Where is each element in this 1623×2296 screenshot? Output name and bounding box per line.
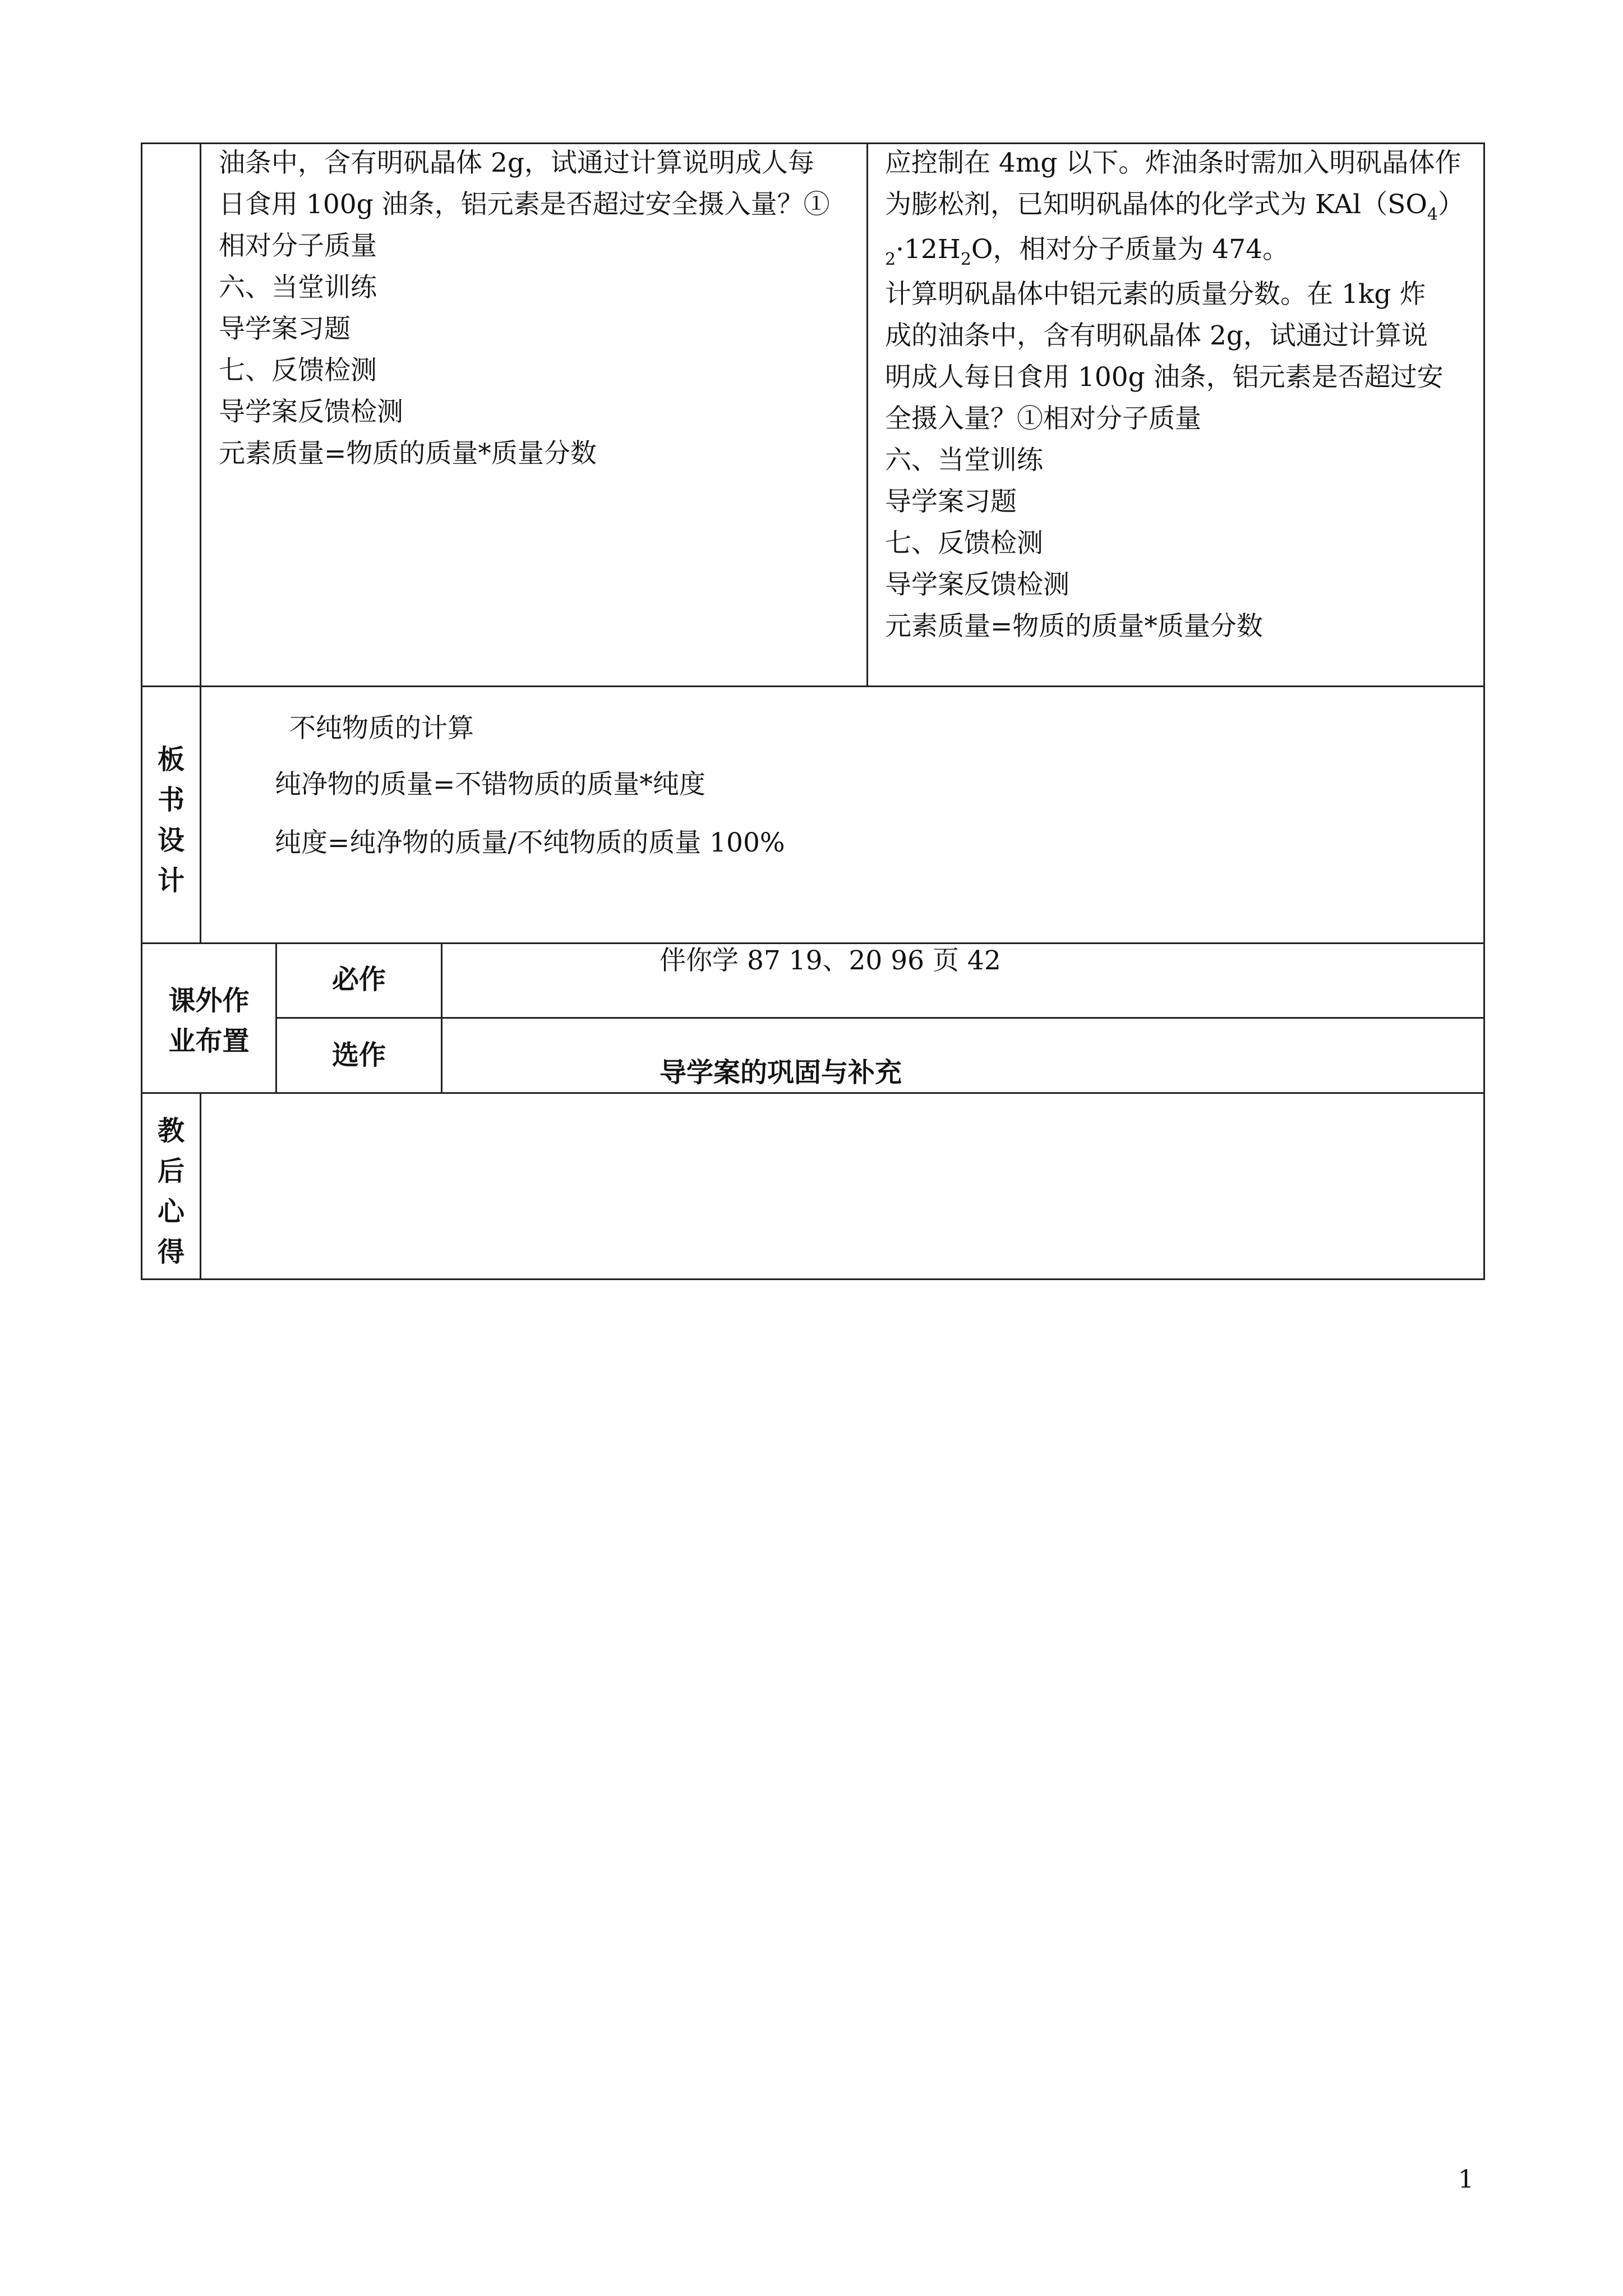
text-line: 元素质量=物质的质量*质量分数 [219, 438, 597, 469]
text-line: 导学案习题 [219, 314, 351, 344]
text-segment: 为膨松剂，已知明矾晶体的化学式为 KAl（SO [885, 189, 1427, 220]
text-line: 应控制在 4mg 以下。炸油条时需加入明矾晶体作 [885, 148, 1461, 178]
text-segment: O，相对分子质量为 474。 [971, 234, 1289, 265]
homework-label [142, 981, 275, 1061]
board-formula-1: 纯净物的质量=不错物质的质量*纯度 [275, 769, 706, 800]
table-right-border [1483, 142, 1485, 1280]
text-segment: ） [1437, 189, 1464, 220]
label-char: 板 [157, 744, 185, 775]
label-line: 业布置 [168, 1025, 250, 1057]
upper-right-text [885, 142, 1464, 647]
divider-homework-middle [277, 1017, 1485, 1019]
subscript: 2 [885, 250, 896, 269]
upper-left-text [219, 142, 830, 475]
label-char: 计 [157, 865, 185, 896]
text-line: 导学案习题 [885, 486, 1017, 517]
optional-assignment: 导学案的巩固与补充 [660, 1057, 902, 1088]
text-line: 七、反馈检测 [219, 355, 377, 386]
required-label: 必作 [331, 964, 386, 995]
text-line: 成的油条中，含有明矾晶体 2g，试通过计算说 [885, 320, 1428, 351]
content-column-divider [866, 142, 868, 687]
board-heading: 不纯物质的计算 [289, 713, 474, 744]
text-line: 明成人每日食用 100g 油条，铝元素是否超过安 [885, 362, 1444, 393]
text-line: 元素质量=物质的质量*质量分数 [885, 611, 1263, 642]
text-line: 导学案反馈检测 [219, 397, 403, 427]
board-design-label [142, 739, 200, 901]
text-line: 七、反馈检测 [885, 528, 1043, 559]
text-line: 全摄入量？①相对分子质量 [885, 403, 1201, 434]
label-char: 心 [157, 1196, 185, 1227]
text-line: 计算明矾晶体中铝元素的质量分数。在 1kg 炸 [885, 279, 1426, 310]
table-left-border [141, 142, 142, 1280]
page-number: 1 [1458, 2165, 1474, 2194]
reflection-label [142, 1111, 200, 1272]
subscript: 4 [1427, 205, 1438, 224]
label-char: 教 [157, 1115, 185, 1147]
subscript: 2 [960, 250, 971, 269]
divider-after-homework [141, 1092, 1485, 1094]
optional-label: 选作 [331, 1039, 386, 1071]
divider-after-content [141, 685, 1485, 687]
text-line: 导学案反馈检测 [885, 569, 1069, 600]
label-char: 书 [157, 784, 185, 816]
text-line: 六、当堂训练 [885, 445, 1043, 476]
formula-line [885, 184, 1464, 229]
text-line: 相对分子质量 [219, 231, 377, 261]
label-char: 设 [157, 825, 185, 856]
text-segment: ·12H [896, 234, 961, 265]
formula-line [885, 229, 1464, 274]
homework-type-divider [441, 942, 442, 1094]
required-assignment: 伴你学 87 19、20 96 页 42 [660, 945, 1001, 976]
text-line: 油条中，含有明矾晶体 2g，试通过计算说明成人每 [219, 148, 814, 178]
label-column-divider-top [200, 142, 201, 944]
text-line: 六、当堂训练 [219, 272, 377, 303]
board-formula-2: 纯度=纯净物的质量/不纯物质的质量 100% [275, 827, 785, 858]
label-line: 课外作 [168, 985, 250, 1016]
text-line: 日食用 100g 油条，铝元素是否超过安全摄入量？① [219, 189, 830, 220]
table-bottom-border [141, 1278, 1485, 1280]
label-char: 后 [157, 1156, 185, 1187]
label-char: 得 [157, 1236, 185, 1268]
label-column-divider-bottom [200, 1092, 201, 1280]
